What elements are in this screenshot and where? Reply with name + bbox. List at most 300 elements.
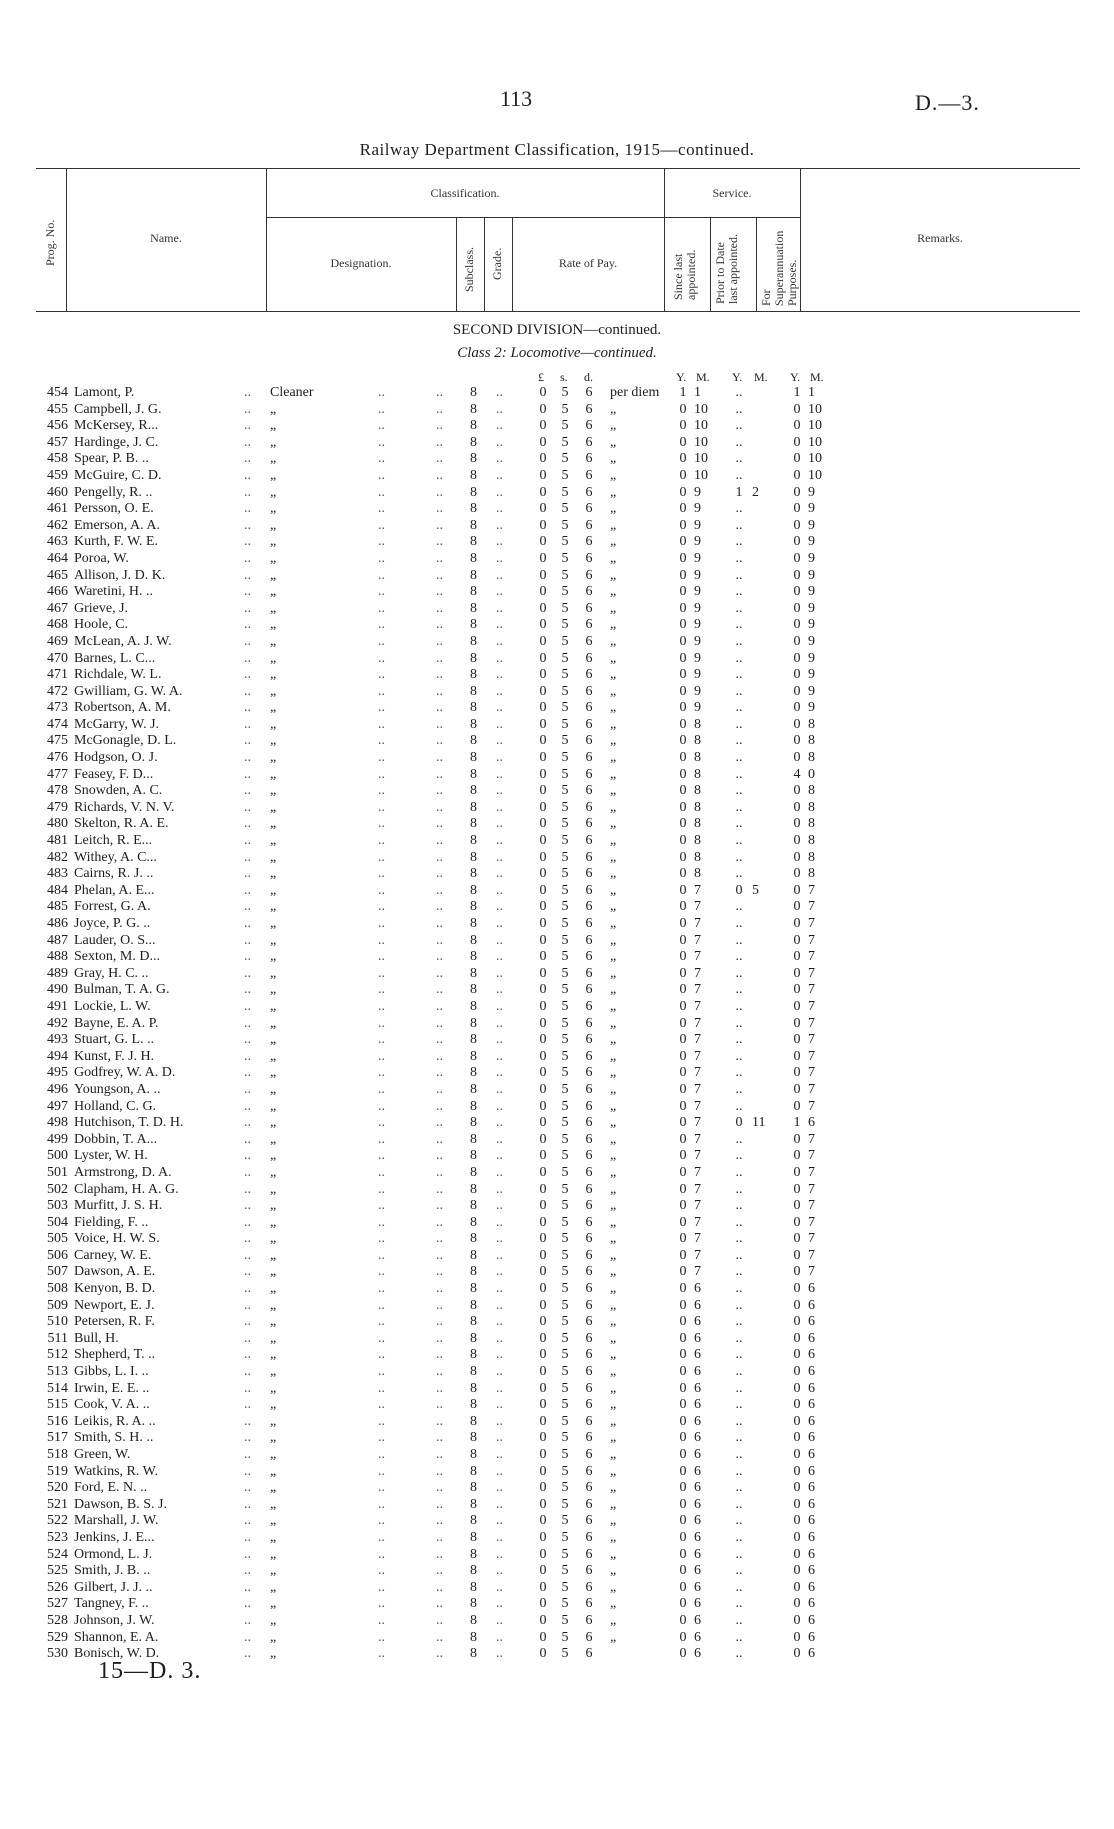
super-months-cell: 10 bbox=[808, 451, 822, 467]
since-months-cell: 7 bbox=[694, 932, 701, 948]
since-years-cell: 0 bbox=[679, 550, 687, 566]
leader-dots: .. bbox=[436, 1164, 443, 1180]
pence-cell: 6 bbox=[585, 783, 593, 799]
since-years-cell: 0 bbox=[679, 1264, 687, 1280]
designation-cell: „ bbox=[270, 1148, 277, 1164]
pence-cell: 6 bbox=[585, 849, 593, 865]
pence-cell: 6 bbox=[585, 1612, 593, 1628]
name-cell: Bayne, E. A. P. bbox=[74, 1015, 159, 1031]
super-years-cell: 0 bbox=[793, 1264, 801, 1280]
prog-no-cell: 456 bbox=[47, 418, 68, 434]
leader-dots: .. bbox=[496, 1413, 503, 1429]
leader-dots: .. bbox=[244, 1513, 251, 1529]
since-years-cell: 0 bbox=[679, 700, 687, 716]
super-years-cell: 0 bbox=[793, 1231, 801, 1247]
name-cell: Stuart, G. L. .. bbox=[74, 1032, 155, 1048]
leader-dots: .. bbox=[378, 1048, 385, 1064]
leader-dots: .. bbox=[496, 1629, 503, 1645]
super-months-cell: 6 bbox=[808, 1563, 815, 1579]
prog-no-cell: 516 bbox=[47, 1413, 68, 1429]
leader-dots: .. bbox=[378, 932, 385, 948]
super-years-cell: 0 bbox=[793, 1596, 801, 1612]
since-years-cell: 0 bbox=[679, 1646, 687, 1662]
leader-dots: .. bbox=[436, 916, 443, 931]
since-months-cell: 6 bbox=[694, 1380, 701, 1396]
leader-dots: .. bbox=[496, 1596, 503, 1612]
prog-no-cell: 504 bbox=[47, 1214, 68, 1230]
table-row bbox=[0, 1082, 1114, 1099]
shillings-cell: 5 bbox=[561, 1098, 569, 1114]
leader-dots: .. bbox=[496, 617, 503, 633]
leader-dots: .. bbox=[244, 1646, 251, 1662]
table-row bbox=[0, 1381, 1114, 1398]
subclass-cell: 8 bbox=[470, 1413, 477, 1429]
subclass-cell: 8 bbox=[470, 418, 477, 434]
name-cell: Leitch, R. E... bbox=[74, 833, 153, 849]
leader-dots: .. bbox=[496, 1181, 503, 1197]
super-months-cell: 6 bbox=[808, 1447, 815, 1462]
leader-dots: .. bbox=[244, 650, 251, 666]
prior-years-cell: .. bbox=[735, 451, 743, 467]
prog-no-cell: 476 bbox=[47, 750, 68, 766]
prog-no-cell: 454 bbox=[47, 385, 68, 400]
super-years-cell: 0 bbox=[793, 617, 801, 633]
name-cell: Carney, W. E. bbox=[74, 1247, 152, 1263]
leader-dots: .. bbox=[244, 1015, 251, 1031]
table-row bbox=[0, 883, 1114, 900]
table-row bbox=[0, 1132, 1114, 1149]
pence-cell: 6 bbox=[585, 1529, 593, 1545]
table-row bbox=[0, 1148, 1114, 1165]
leader-dots: .. bbox=[436, 1115, 443, 1131]
designation-cell: „ bbox=[270, 1131, 277, 1147]
pence-cell: 6 bbox=[585, 501, 593, 517]
name-cell: Marshall, J. W. bbox=[74, 1513, 159, 1529]
leader-dots: .. bbox=[378, 1612, 385, 1628]
leader-dots: .. bbox=[378, 385, 385, 400]
pounds-cell: 0 bbox=[539, 1231, 547, 1247]
leader-dots: .. bbox=[244, 1032, 251, 1048]
since-months-cell: 6 bbox=[694, 1430, 701, 1446]
leader-dots: .. bbox=[244, 1330, 251, 1346]
super-months-cell: 8 bbox=[808, 866, 815, 882]
designation-cell: „ bbox=[270, 1247, 277, 1263]
pence-cell: 6 bbox=[585, 1397, 593, 1413]
leader-dots: .. bbox=[378, 1629, 385, 1645]
shillings-cell: 5 bbox=[561, 534, 569, 550]
super-years-cell: 0 bbox=[793, 1181, 801, 1197]
prog-no-cell: 494 bbox=[47, 1048, 68, 1064]
super-years-cell: 0 bbox=[793, 1480, 801, 1496]
super-months-cell: 7 bbox=[808, 1131, 815, 1147]
pay-unit-cell: „ bbox=[610, 716, 617, 732]
shillings-cell: 5 bbox=[561, 434, 569, 450]
name-cell: Spear, P. B. .. bbox=[74, 451, 149, 467]
subclass-cell: 8 bbox=[470, 451, 477, 467]
prior-years-cell: .. bbox=[735, 567, 743, 583]
leader-dots: .. bbox=[378, 750, 385, 766]
subclass-header: Subclass. bbox=[462, 247, 476, 292]
since-years-cell: 0 bbox=[679, 899, 687, 915]
pounds-cell: 0 bbox=[539, 501, 547, 517]
since-years-cell: 0 bbox=[679, 932, 687, 948]
prog-no-cell: 458 bbox=[47, 451, 68, 467]
page-number: 113 bbox=[500, 86, 533, 111]
pence-cell: 6 bbox=[585, 434, 593, 450]
table-row bbox=[0, 999, 1114, 1016]
super-years-cell: 0 bbox=[793, 501, 801, 517]
table-row bbox=[0, 1248, 1114, 1265]
leader-dots: .. bbox=[244, 932, 251, 948]
subclass-cell: 8 bbox=[470, 700, 477, 716]
designation-cell: „ bbox=[270, 1330, 277, 1346]
leader-dots: .. bbox=[244, 1579, 251, 1595]
leader-dots: .. bbox=[244, 1081, 251, 1097]
leader-dots: .. bbox=[436, 1214, 443, 1230]
leader-dots: .. bbox=[436, 1546, 443, 1562]
pay-unit-cell: „ bbox=[610, 584, 617, 600]
super-months-cell: 7 bbox=[808, 1181, 815, 1197]
super-months-cell: 6 bbox=[808, 1480, 815, 1496]
since-months-cell: 7 bbox=[694, 1032, 701, 1048]
shillings-cell: 5 bbox=[561, 916, 569, 931]
leader-dots: .. bbox=[244, 1048, 251, 1064]
table-row bbox=[0, 1497, 1114, 1514]
pounds-cell: 0 bbox=[539, 849, 547, 865]
leader-dots: .. bbox=[378, 1297, 385, 1313]
super-months-cell: 7 bbox=[808, 1247, 815, 1263]
prog-no-cell: 487 bbox=[47, 932, 68, 948]
pounds-cell: 0 bbox=[539, 1247, 547, 1263]
table-row bbox=[0, 717, 1114, 734]
super-months-cell: 9 bbox=[808, 534, 815, 550]
name-cell: Lauder, O. S... bbox=[74, 932, 156, 948]
prog-no-cell: 477 bbox=[47, 766, 68, 782]
super-years-cell: 0 bbox=[793, 1612, 801, 1628]
pounds-cell: 0 bbox=[539, 467, 547, 483]
designation-cell: Cleaner bbox=[270, 385, 314, 400]
pence-cell: 6 bbox=[585, 517, 593, 533]
name-cell: Hardinge, J. C. bbox=[74, 434, 159, 450]
leader-dots: .. bbox=[436, 1081, 443, 1097]
name-cell: Johnson, J. W. bbox=[74, 1612, 155, 1628]
designation-cell: „ bbox=[270, 451, 277, 467]
super-months-cell: 6 bbox=[808, 1529, 815, 1545]
designation-cell: „ bbox=[270, 965, 277, 981]
pay-unit-cell: „ bbox=[610, 484, 617, 500]
pence-cell: 6 bbox=[585, 882, 593, 898]
table-row bbox=[0, 1298, 1114, 1315]
shillings-cell: 5 bbox=[561, 1231, 569, 1247]
pay-unit-cell: „ bbox=[610, 1264, 617, 1280]
subclass-cell: 8 bbox=[470, 1065, 477, 1081]
designation-cell: „ bbox=[270, 517, 277, 533]
pounds-cell: 0 bbox=[539, 750, 547, 766]
shillings-cell: 5 bbox=[561, 1247, 569, 1263]
leader-dots: .. bbox=[436, 633, 443, 649]
super-months-cell: 6 bbox=[808, 1364, 815, 1380]
table-row bbox=[0, 1513, 1114, 1530]
leader-dots: .. bbox=[436, 650, 443, 666]
table-row bbox=[0, 949, 1114, 966]
subclass-cell: 8 bbox=[470, 1015, 477, 1031]
pence-cell: 6 bbox=[585, 683, 593, 699]
name-cell: Forrest, G. A. bbox=[74, 899, 151, 915]
prior-years-cell: .. bbox=[735, 1646, 743, 1662]
shillings-cell: 5 bbox=[561, 1397, 569, 1413]
pay-unit-cell: „ bbox=[610, 1612, 617, 1628]
table-row bbox=[0, 1065, 1114, 1082]
pay-unit-cell: „ bbox=[610, 1065, 617, 1081]
shillings-cell: 5 bbox=[561, 1015, 569, 1031]
since-months-cell: 6 bbox=[694, 1629, 701, 1645]
pounds-cell: 0 bbox=[539, 1430, 547, 1446]
super-months-cell: 8 bbox=[808, 849, 815, 865]
since-months-cell: 9 bbox=[694, 550, 701, 566]
super-months-cell: 8 bbox=[808, 833, 815, 849]
pay-unit-cell: „ bbox=[610, 982, 617, 998]
prog-no-cell: 461 bbox=[47, 501, 68, 517]
pence-cell: 6 bbox=[585, 1131, 593, 1147]
since-years-cell: 0 bbox=[679, 467, 687, 483]
since-months-cell: 9 bbox=[694, 650, 701, 666]
super-years-cell: 0 bbox=[793, 965, 801, 981]
shillings-cell: 5 bbox=[561, 501, 569, 517]
prog-no-cell: 518 bbox=[47, 1447, 68, 1462]
pence-cell: 6 bbox=[585, 1081, 593, 1097]
since-years-cell: 0 bbox=[679, 916, 687, 931]
prog-no-cell: 510 bbox=[47, 1314, 68, 1330]
designation-cell: „ bbox=[270, 1198, 277, 1214]
prior-years-cell: .. bbox=[735, 849, 743, 865]
since-years-cell: 0 bbox=[679, 567, 687, 583]
leader-dots: .. bbox=[378, 1646, 385, 1662]
since-months-cell: 1 bbox=[694, 385, 701, 400]
table-row bbox=[0, 534, 1114, 551]
pay-unit-cell: „ bbox=[610, 1115, 617, 1131]
leader-dots: .. bbox=[244, 1629, 251, 1645]
since-years-cell: 0 bbox=[679, 1148, 687, 1164]
leader-dots: .. bbox=[244, 467, 251, 483]
pay-unit-cell: „ bbox=[610, 932, 617, 948]
since-months-cell: 7 bbox=[694, 1164, 701, 1180]
super-months-cell: 9 bbox=[808, 650, 815, 666]
leader-dots: .. bbox=[436, 451, 443, 467]
pence-cell: 6 bbox=[585, 1281, 593, 1297]
prog-no-cell: 471 bbox=[47, 667, 68, 683]
super-years-cell: 0 bbox=[793, 550, 801, 566]
leader-dots: .. bbox=[436, 1098, 443, 1114]
super-months-cell: 6 bbox=[808, 1629, 815, 1645]
super-months-cell: 6 bbox=[808, 1496, 815, 1512]
pay-unit-cell: „ bbox=[610, 1048, 617, 1064]
since-months-cell: 7 bbox=[694, 1048, 701, 1064]
leader-dots: .. bbox=[436, 1563, 443, 1579]
leader-dots: .. bbox=[244, 1065, 251, 1081]
super-years-cell: 0 bbox=[793, 1048, 801, 1064]
name-cell: Godfrey, W. A. D. bbox=[74, 1065, 176, 1081]
pounds-cell: 0 bbox=[539, 1148, 547, 1164]
leader-dots: .. bbox=[436, 385, 443, 400]
leader-dots: .. bbox=[244, 1596, 251, 1612]
leader-dots: .. bbox=[244, 1198, 251, 1214]
pounds-cell: 0 bbox=[539, 733, 547, 749]
shillings-cell: 5 bbox=[561, 750, 569, 766]
prior-years-cell: .. bbox=[735, 434, 743, 450]
leader-dots: .. bbox=[378, 799, 385, 815]
pounds-cell: 0 bbox=[539, 1413, 547, 1429]
pay-unit-cell: „ bbox=[610, 1596, 617, 1612]
pounds-cell: 0 bbox=[539, 683, 547, 699]
shillings-cell: 5 bbox=[561, 1330, 569, 1346]
leader-dots: .. bbox=[496, 1231, 503, 1247]
leader-dots: .. bbox=[496, 1148, 503, 1164]
rate-of-pay-header: Rate of Pay. bbox=[558, 256, 618, 270]
leader-dots: .. bbox=[436, 1131, 443, 1147]
prior-years-cell: .. bbox=[735, 716, 743, 732]
pay-unit-cell: „ bbox=[610, 567, 617, 583]
designation-cell: „ bbox=[270, 783, 277, 799]
designation-cell: „ bbox=[270, 733, 277, 749]
name-cell: McGuire, C. D. bbox=[74, 467, 162, 483]
leader-dots: .. bbox=[378, 1546, 385, 1562]
designation-header: Designation. bbox=[330, 256, 392, 270]
leader-dots: .. bbox=[378, 434, 385, 450]
prior-years-cell: .. bbox=[735, 584, 743, 600]
super-years-cell: 0 bbox=[793, 650, 801, 666]
leader-dots: .. bbox=[436, 1480, 443, 1496]
super-months-cell: 7 bbox=[808, 916, 815, 931]
leader-dots: .. bbox=[244, 1546, 251, 1562]
since-years-cell: 0 bbox=[679, 1065, 687, 1081]
table-row bbox=[0, 866, 1114, 883]
leader-dots: .. bbox=[378, 1032, 385, 1048]
since-years-cell: 0 bbox=[679, 1330, 687, 1346]
prog-no-cell: 459 bbox=[47, 467, 68, 483]
subclass-cell: 8 bbox=[470, 1231, 477, 1247]
leader-dots: .. bbox=[378, 899, 385, 915]
since-years-cell: 0 bbox=[679, 866, 687, 882]
prior-years-cell: .. bbox=[735, 1164, 743, 1180]
prog-no-cell: 523 bbox=[47, 1529, 68, 1545]
since-years-cell: 0 bbox=[679, 600, 687, 616]
super-years-cell: 0 bbox=[793, 401, 801, 417]
table-row bbox=[0, 1563, 1114, 1580]
since-years-cell: 0 bbox=[679, 650, 687, 666]
since-months-cell: 6 bbox=[694, 1297, 701, 1313]
shillings-cell: 5 bbox=[561, 1430, 569, 1446]
subclass-cell: 8 bbox=[470, 1115, 477, 1131]
pence-cell: 6 bbox=[585, 1181, 593, 1197]
super-years-cell: 0 bbox=[793, 700, 801, 716]
subclass-cell: 8 bbox=[470, 849, 477, 865]
pence-cell: 6 bbox=[585, 1364, 593, 1380]
super-years-cell: 0 bbox=[793, 517, 801, 533]
name-cell: Emerson, A. A. bbox=[74, 517, 160, 533]
prior-years-cell: .. bbox=[735, 899, 743, 915]
pounds-cell: 0 bbox=[539, 451, 547, 467]
name-cell: Richdale, W. L. bbox=[74, 667, 162, 683]
leader-dots: .. bbox=[244, 1380, 251, 1396]
pence-cell: 6 bbox=[585, 1413, 593, 1429]
designation-cell: „ bbox=[270, 766, 277, 782]
super-years-cell: 0 bbox=[793, 1563, 801, 1579]
pounds-cell: 0 bbox=[539, 1181, 547, 1197]
leader-dots: .. bbox=[378, 949, 385, 965]
leader-dots: .. bbox=[244, 517, 251, 533]
leader-dots: .. bbox=[244, 799, 251, 815]
prior-years-cell: .. bbox=[735, 1314, 743, 1330]
leader-dots: .. bbox=[436, 1065, 443, 1081]
shillings-cell: 5 bbox=[561, 1065, 569, 1081]
table-row bbox=[0, 634, 1114, 651]
since-months-cell: 7 bbox=[694, 998, 701, 1014]
leader-dots: .. bbox=[244, 1314, 251, 1330]
leader-dots: .. bbox=[244, 882, 251, 898]
leader-dots: .. bbox=[244, 1148, 251, 1164]
leader-dots: .. bbox=[244, 833, 251, 849]
leader-dots: .. bbox=[378, 584, 385, 600]
leader-dots: .. bbox=[496, 866, 503, 882]
subclass-cell: 8 bbox=[470, 965, 477, 981]
pence-cell: 6 bbox=[585, 1198, 593, 1214]
prior-years-cell: .. bbox=[735, 1413, 743, 1429]
table-row bbox=[0, 684, 1114, 701]
leader-dots: .. bbox=[436, 1579, 443, 1595]
pay-unit-cell: „ bbox=[610, 899, 617, 915]
shillings-cell: 5 bbox=[561, 766, 569, 782]
leader-dots: .. bbox=[378, 1496, 385, 1512]
leader-dots: .. bbox=[378, 617, 385, 633]
leader-dots: .. bbox=[378, 882, 385, 898]
name-cell: McGarry, W. J. bbox=[74, 716, 160, 732]
table-row bbox=[0, 1530, 1114, 1547]
pay-unit-cell: „ bbox=[610, 534, 617, 550]
since-years-cell: 0 bbox=[679, 1364, 687, 1380]
super-months-cell: 6 bbox=[808, 1596, 815, 1612]
prog-no-cell: 528 bbox=[47, 1612, 68, 1628]
leader-dots: .. bbox=[496, 534, 503, 550]
leader-dots: .. bbox=[436, 1397, 443, 1413]
pence-cell: 6 bbox=[585, 617, 593, 633]
name-cell: Campbell, J. G. bbox=[74, 401, 162, 417]
since-years-cell: 0 bbox=[679, 1463, 687, 1479]
since-months-cell: 6 bbox=[694, 1447, 701, 1462]
super-months-cell: 8 bbox=[808, 716, 815, 732]
prior-years-cell: .. bbox=[735, 1330, 743, 1346]
super-months-cell: 6 bbox=[808, 1546, 815, 1562]
pence-cell: 6 bbox=[585, 1015, 593, 1031]
prog-no-cell: 517 bbox=[47, 1430, 68, 1446]
pay-unit-cell: „ bbox=[610, 733, 617, 749]
pay-unit-cell: „ bbox=[610, 1380, 617, 1396]
pounds-cell: 0 bbox=[539, 1081, 547, 1097]
since-months-cell: 7 bbox=[694, 1264, 701, 1280]
leader-dots: .. bbox=[436, 418, 443, 434]
table-row bbox=[0, 899, 1114, 916]
name-cell: Bulman, T. A. G. bbox=[74, 982, 170, 998]
since-months-cell: 6 bbox=[694, 1646, 701, 1662]
shillings-cell: 5 bbox=[561, 1314, 569, 1330]
subclass-cell: 8 bbox=[470, 882, 477, 898]
super-years-cell: 0 bbox=[793, 1447, 801, 1462]
subclass-cell: 8 bbox=[470, 1281, 477, 1297]
leader-dots: .. bbox=[436, 783, 443, 799]
shillings-cell: 5 bbox=[561, 1529, 569, 1545]
leader-dots: .. bbox=[436, 733, 443, 749]
since-months-cell: 10 bbox=[694, 401, 708, 417]
subclass-cell: 8 bbox=[470, 1496, 477, 1512]
